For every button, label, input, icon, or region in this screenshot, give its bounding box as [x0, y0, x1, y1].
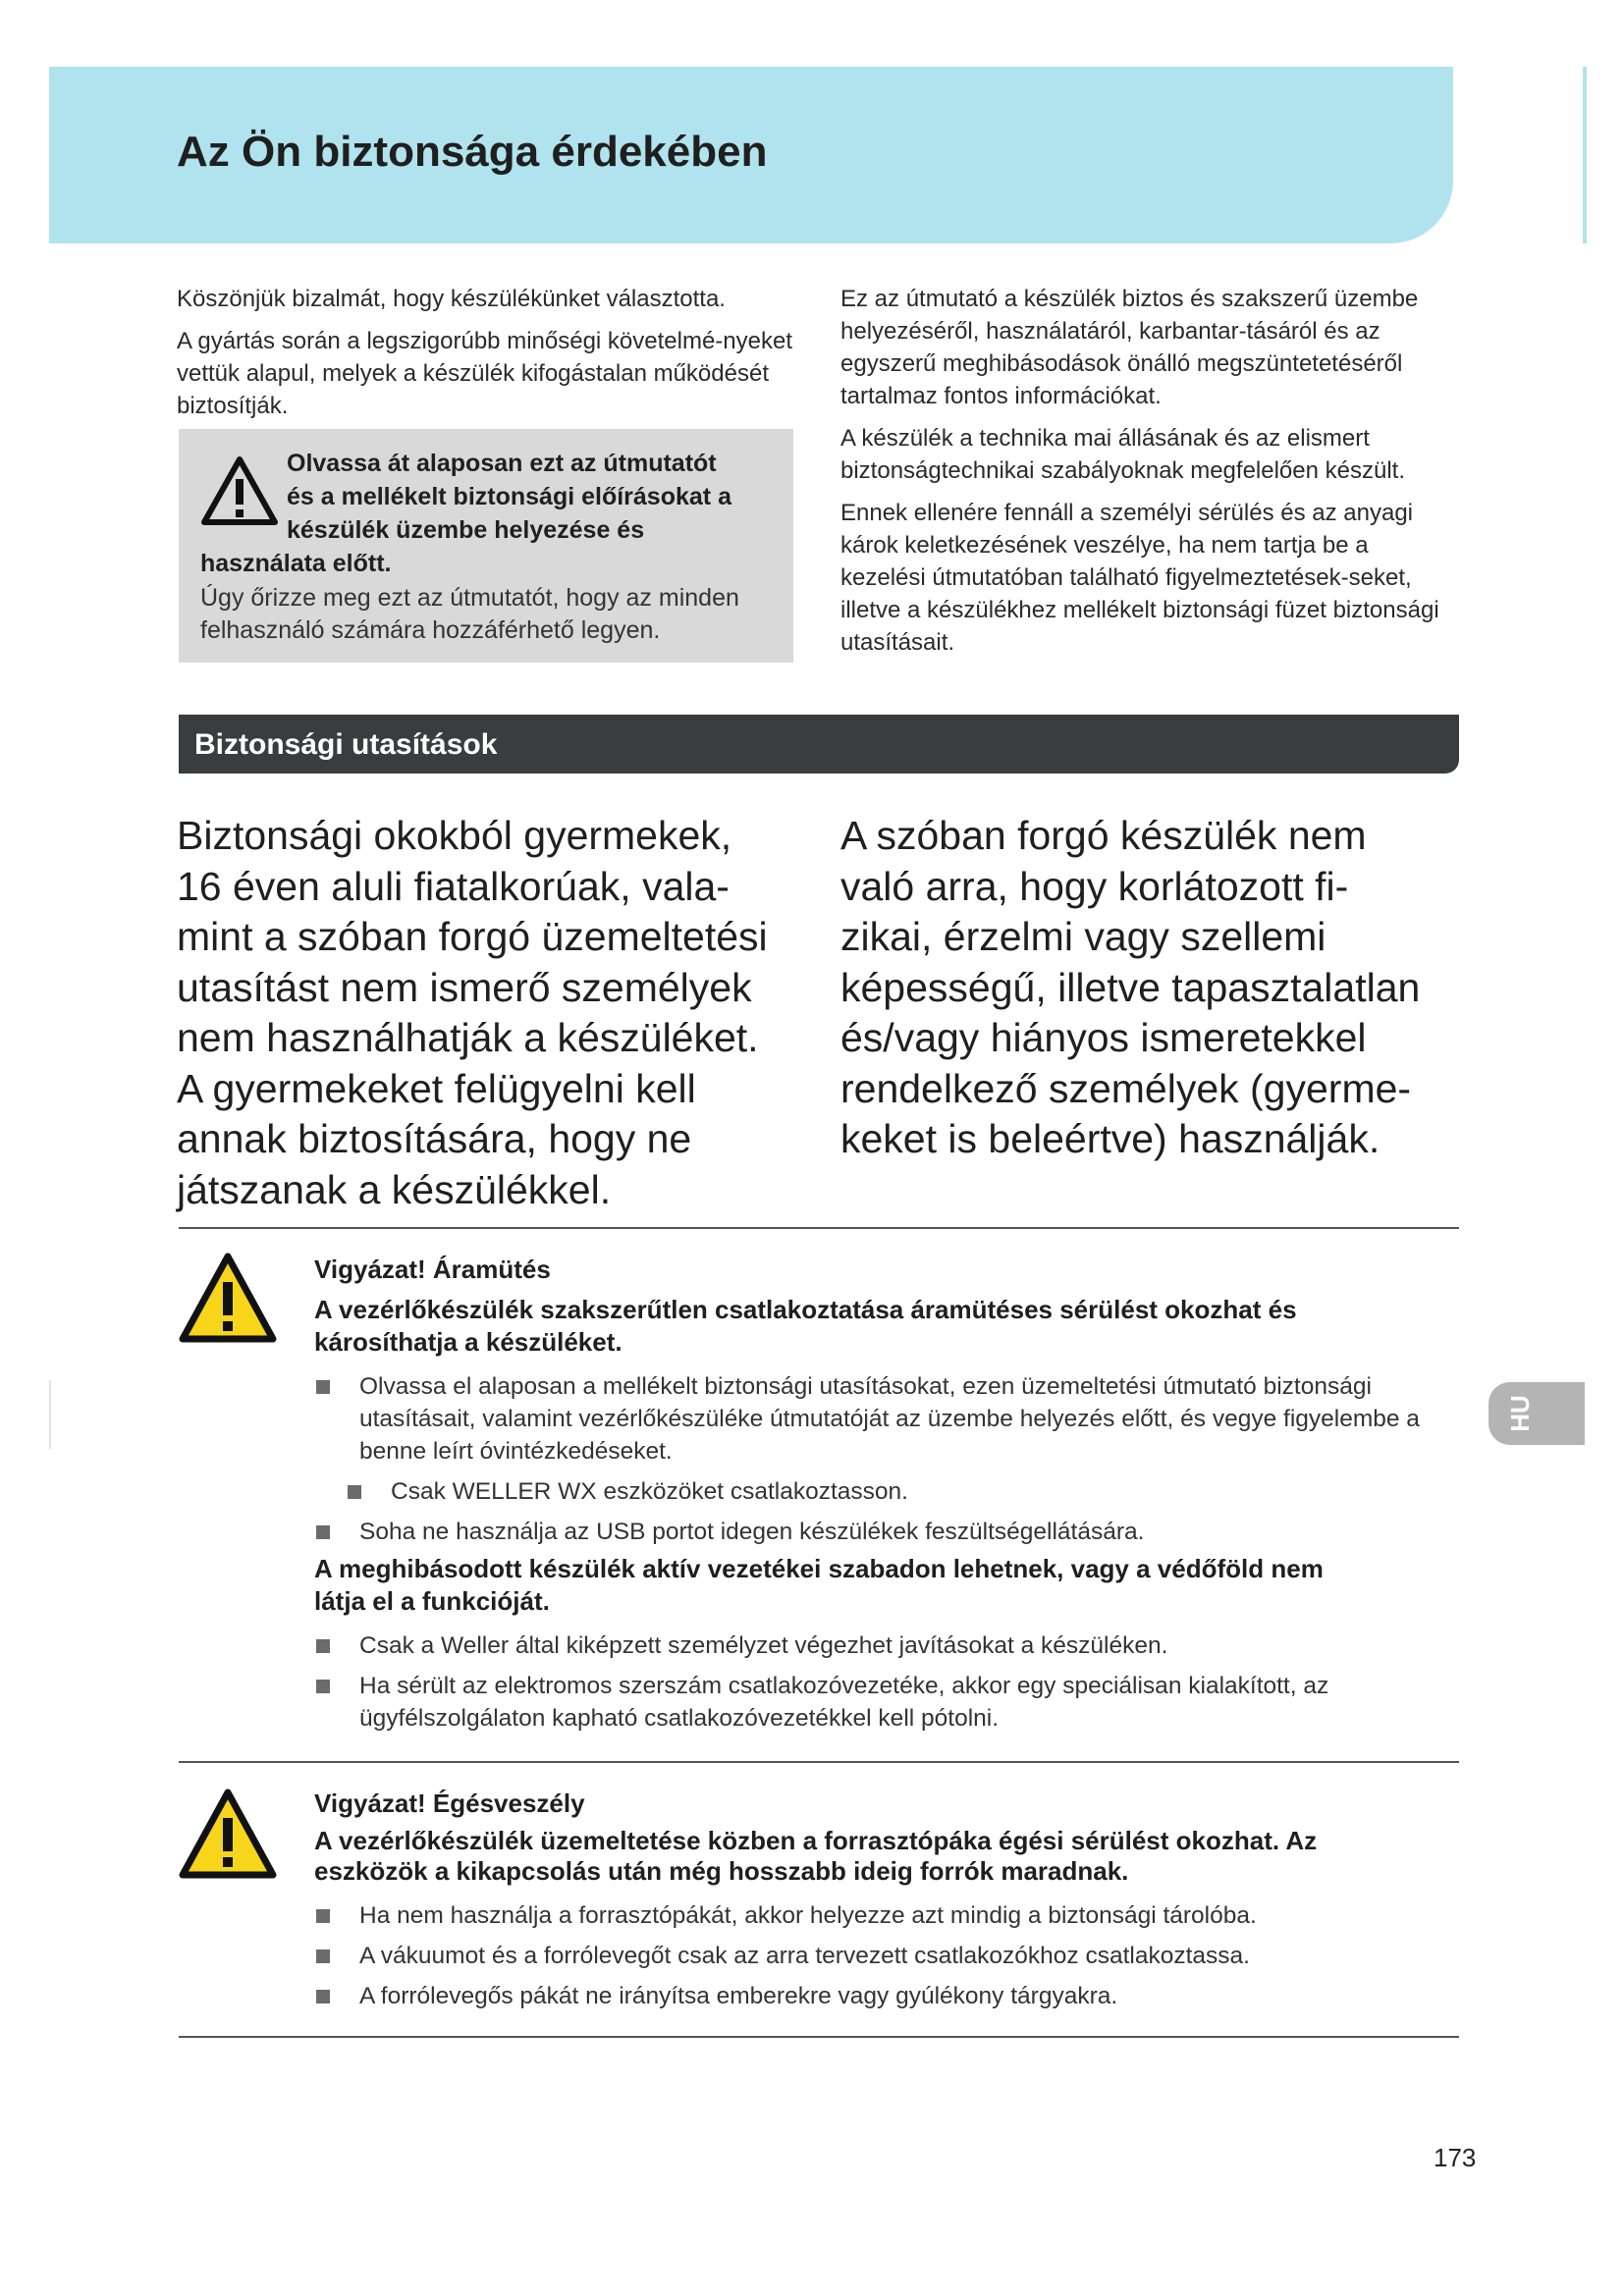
bullet-square-icon: [316, 1909, 330, 1923]
warning-electric-bold: [314, 1294, 1453, 1359]
bullet-square-icon: [316, 1949, 330, 1963]
bold-line: károsíthatja a készüléket.: [314, 1327, 623, 1357]
statement-line: nem használhatják a készüléket.: [177, 1015, 759, 1060]
notice-line: és a mellékelt biztonsági előírásokat a: [287, 483, 731, 510]
divider: [179, 2036, 1459, 2038]
page-title: Az Ön biztonsága érdekében: [177, 128, 768, 176]
warning-electric-list-2: [316, 1629, 1426, 1742]
warning-triangle-yellow-icon: [179, 1253, 277, 1343]
statement-line: keket is beleértve) használják.: [840, 1116, 1380, 1161]
statement-line: A gyermekeket felügyelni kell: [177, 1065, 696, 1111]
notice-line: Olvassa át alaposan ezt az útmutatót: [287, 450, 717, 477]
language-tab-label-svg: [1500, 1394, 1540, 1433]
warning-burn-list: [316, 1899, 1426, 2020]
bold-line: látja el a funkcióját.: [314, 1586, 550, 1616]
list-item: Olvassa el alaposan a mellékelt biztonsági utasításokat, ezen üzemeltetési útmutató biztonsági utasításait, valamint vezérlőkészüléke útmutatóját az üzembe helyezés előtt, és vegye figyelembe a benne leírt óvintézkedéseket.: [316, 1370, 1426, 1468]
bold-line: eszközök a kikapcsolás után még hosszabb ideig forrók maradnak.: [314, 1856, 1129, 1886]
warning-burn-bold: [314, 1826, 1453, 1887]
divider: [179, 1761, 1459, 1763]
bold-line: A vezérlőkészülék szakszerűtlen csatlakoztatása áramütéses sérülést okozhat és: [314, 1295, 1297, 1324]
statement-line: képességű, illetve tapasztalatlan: [840, 964, 1421, 1010]
notice-line: készülék üzembe helyezése és: [287, 516, 645, 544]
language-tab-label: [1500, 1394, 1540, 1433]
intro-left-column: [177, 283, 793, 432]
divider: [179, 1227, 1459, 1229]
intro-right-column: [840, 283, 1459, 668]
statement-line: és/vagy hiányos ismeretekkel: [840, 1015, 1367, 1060]
intro-left-paragraph: A gyártás során a legszigorúbb minőségi követelmé-nyeket vettük alapul, melyek a készülék kifogástalan működését biztosítják.: [177, 328, 792, 419]
notice-heading: [200, 447, 770, 580]
language-tab-text: HU: [1505, 1395, 1535, 1432]
list-item: A forrólevegős pákát ne irányítsa emberekre vagy gyúlékony tárgyakra.: [316, 1980, 1426, 2012]
bullet-square-icon: [316, 1990, 330, 2003]
margin-mark: [49, 1380, 51, 1449]
warning-electric-list: [316, 1370, 1426, 1556]
list-item: Csak WELLER WX eszközöket csatlakoztasson.: [316, 1475, 1426, 1508]
warning-triangle-yellow-icon: [179, 1789, 277, 1879]
statement-line: 16 éven aluli fiatalkorúak, vala-: [177, 863, 730, 909]
bullet-square-icon: [348, 1485, 361, 1499]
list-item: Ha nem használja a forrasztópákát, akkor helyezze azt mindig a biztonsági tárolóba.: [316, 1899, 1426, 1932]
statement-line: játszanak a készülékkel.: [177, 1166, 612, 1212]
child-safety-statement: [177, 811, 805, 1215]
statement-line: utasítást nem ismerő személyek: [177, 964, 752, 1010]
intro-left-paragraph: Köszönjük bizalmát, hogy készülékünket választotta.: [177, 286, 726, 312]
bold-line: A meghibásodott készülék aktív vezetékei szabadon lehetnek, vagy a védőföld nem: [314, 1554, 1324, 1583]
bold-line: A vezérlőkészülék üzemeltetése közben a forrasztópáka égési sérülést okozhat. Az: [314, 1826, 1318, 1855]
list-item: A vákuumot és a forrólevegőt csak az arra tervezett csatlakozókhoz csatlakoztassa.: [316, 1940, 1426, 1972]
notice-line: használata előtt.: [200, 550, 392, 577]
list-item: Ha sérült az elektromos szerszám csatlakozóvezetéke, akkor egy speciálisan kialakított, az ügyfélszolgálaton kapható csatlakozóvezetékkel kell pótolni.: [316, 1670, 1426, 1735]
statement-line: annak biztosítására, hogy ne: [177, 1116, 692, 1161]
warning-burn-title: Vigyázat! Égésveszély: [314, 1789, 585, 1818]
warning-electric-title: Vigyázat! Áramütés: [314, 1255, 551, 1284]
list-item: Csak a Weller által kiképzett személyzet végezhet javításokat a készüléken.: [316, 1629, 1426, 1662]
bullet-square-icon: [316, 1525, 330, 1539]
list-item: Soha ne használja az USB portot idegen készülékek feszültségellátására.: [316, 1516, 1426, 1548]
header-right-rule: [1583, 67, 1587, 243]
intro-right-paragraph: Ez az útmutató a készülék biztos és szakszerű üzembe helyezéséről, használatáról, karbantar-tásáról és az egyszerű meghibásodások önálló megszüntetetéséről tartalmaz fontos információkat.: [840, 286, 1419, 409]
statement-line: mint a szóban forgó üzemeltetési: [177, 914, 768, 959]
statement-line: való arra, hogy korlátozott fi-: [840, 863, 1349, 909]
statement-line: rendelkező személyek (gyerme-: [840, 1065, 1412, 1111]
warning-electric-bold-2: [314, 1553, 1453, 1618]
statement-line: Biztonsági okokból gyermekek,: [177, 813, 732, 858]
statement-line: zikai, érzelmi vagy szellemi: [840, 914, 1326, 959]
statement-line: A szóban forgó készülék nem: [840, 813, 1367, 858]
bullet-square-icon: [316, 1639, 330, 1653]
bullet-square-icon: [316, 1380, 330, 1394]
capability-statement: [840, 811, 1459, 1165]
section-title: Biztonsági utasítások: [194, 728, 498, 761]
intro-right-paragraph: A készülék a technika mai állásának és az elismert biztonságtechnikai szabályoknak megfelelően készült.: [840, 425, 1406, 484]
page-number: 173: [1434, 2143, 1477, 2172]
intro-right-paragraph: Ennek ellenére fennáll a személyi sérülés és az anyagi károk keletkezésének veszélye, ha nem tartja be a kezelési útmutatóban található figyelmeztetések-seket, illetve a készülékhez mellékelt biztonsági füzet biztonsági utasításait.: [840, 500, 1439, 656]
bullet-square-icon: [316, 1680, 330, 1693]
notice-body: Úgy őrizze meg ezt az útmutatót, hogy az minden felhasználó számára hozzáférhető legyen.: [200, 584, 739, 644]
